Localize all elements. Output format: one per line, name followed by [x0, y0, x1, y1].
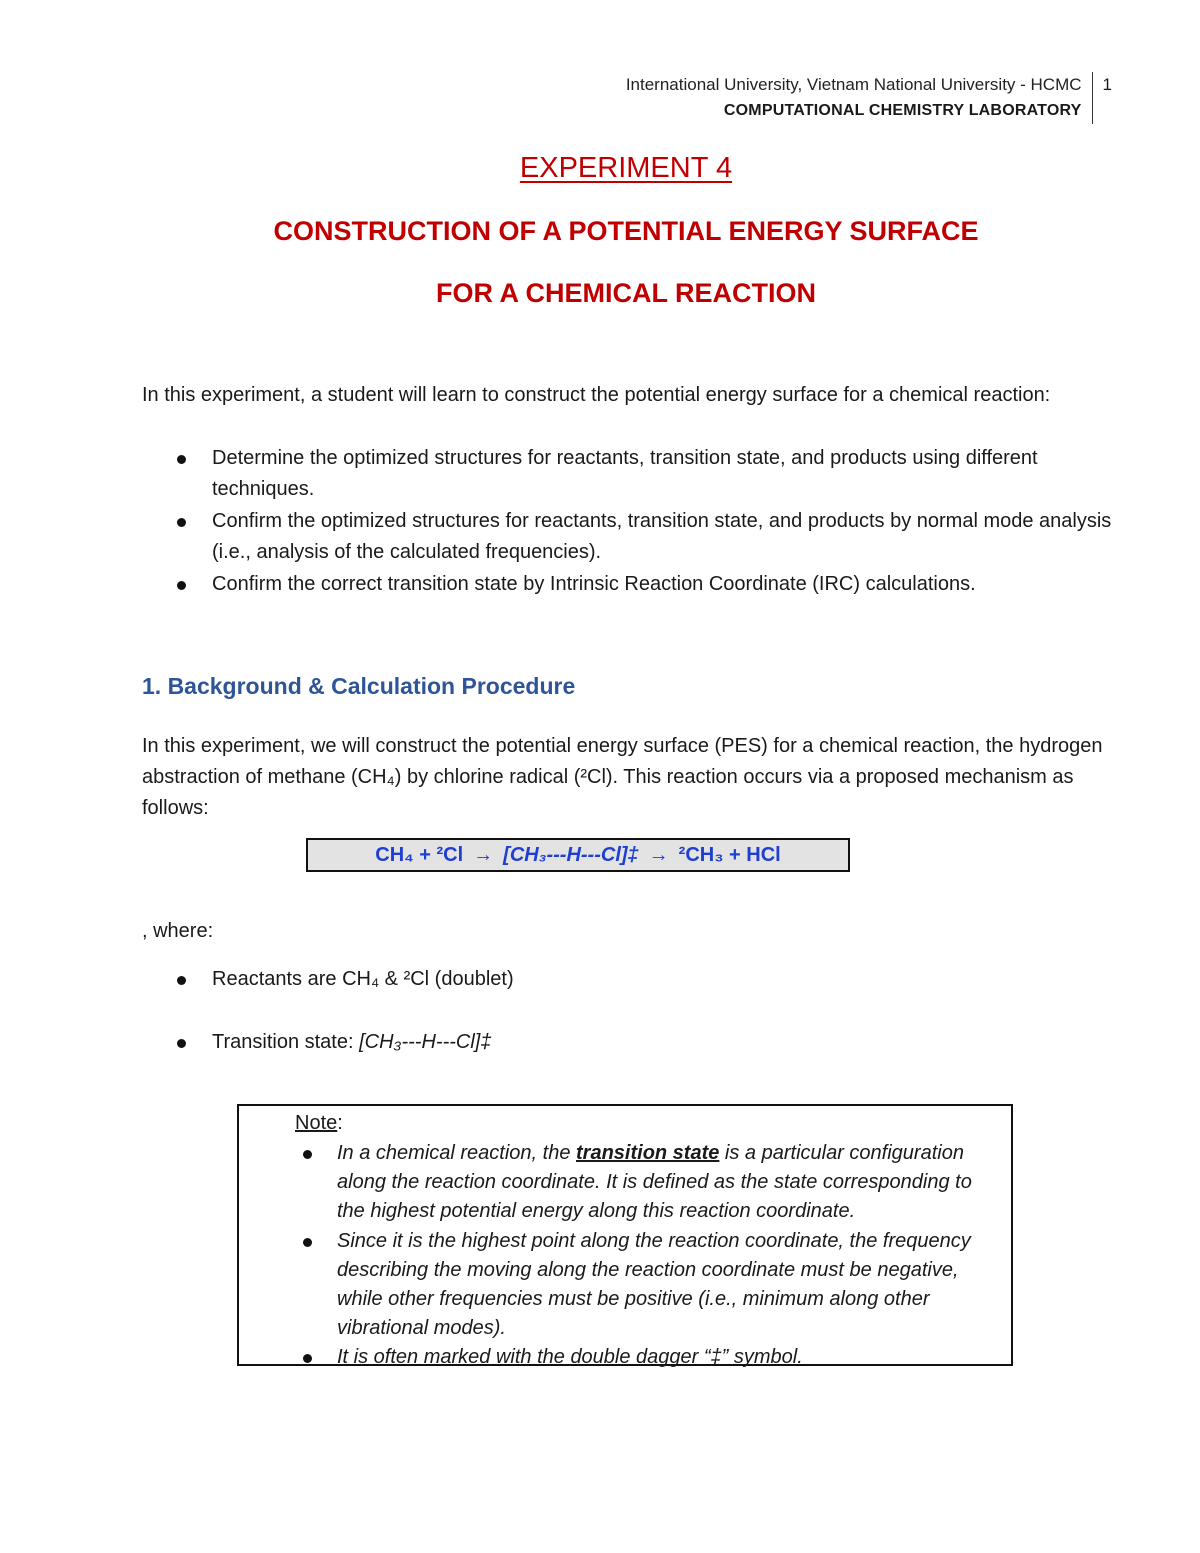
note-item1-before: In a chemical reaction, the: [337, 1142, 577, 1164]
institution-name: International University, Vietnam National University - HCMC: [625, 75, 1082, 94]
lab-name: COMPUTATIONAL CHEMISTRY LABORATORY: [723, 102, 1082, 119]
background-paragraph: In this experiment, we will construct the potential energy surface (PES) for a chemical reaction, the hydrogen abstraction of methane (CH₄) by chlorine radical (²Cl). This reaction occurs via a proposed mechanism as follows:: [142, 735, 1103, 819]
note-label: Note: [295, 1112, 338, 1134]
note-item1-after: is a particular configuration along the reaction coordinate. It is defined as the state corresponding to the highest potential energy along this reaction coordinate.: [337, 1142, 972, 1223]
experiment-label: EXPERIMENT 4: [519, 152, 733, 184]
where-text: , where:: [142, 920, 214, 942]
intro-paragraph: In this experiment, a student will learn to construct the potential energy surface for a chemical reaction:: [142, 384, 1051, 406]
objective-item: Confirm the optimized structures for reactants, transition state, and products by normal mode analysis (i.e., analysis of the calculated frequencies).: [142, 506, 1117, 568]
reactants-item: Reactants are CH₄ & ²Cl (doublet): [142, 964, 1117, 995]
reactants-list: [142, 964, 1117, 995]
header-text: [626, 72, 1093, 124]
arrow-icon: →: [648, 843, 669, 866]
products: ²CH₃ + HCl: [678, 843, 781, 866]
note-colon: :: [337, 1112, 343, 1134]
note-item: [295, 1139, 995, 1227]
reactants: CH₄ + ²Cl: [375, 843, 464, 866]
title-line-2: FOR A CHEMICAL REACTION: [436, 278, 816, 308]
transition-state-list: [142, 1027, 1117, 1058]
ts-label: Transition state:: [212, 1031, 360, 1053]
reaction-equation: [306, 838, 850, 872]
page-header: [626, 72, 1112, 124]
ts-formula: [CH₃---H---Cl]‡: [359, 1031, 492, 1053]
note-heading: [295, 1112, 343, 1135]
note-list: [295, 1139, 995, 1373]
objective-item: Determine the optimized structures for reactants, transition state, and products using different techniques.: [142, 443, 1117, 505]
section-heading: 1. Background & Calculation Procedure: [142, 673, 576, 699]
note-item: Since it is the highest point along the reaction coordinate, the frequency describing the moving along the reaction coordinate must be negative, while other frequencies must be positive (i.e., minimum along other vibrational modes).: [295, 1227, 995, 1344]
objective-item: Confirm the correct transition state by Intrinsic Reaction Coordinate (IRC) calculations.: [142, 569, 1117, 600]
arrow-icon: →: [473, 843, 494, 866]
page-number: 1: [1102, 75, 1112, 94]
title-line-1: CONSTRUCTION OF A POTENTIAL ENERGY SURFACE: [273, 216, 979, 246]
note-box: [237, 1104, 1013, 1369]
transition-state-item: [142, 1027, 1117, 1058]
note-item1-bold: transition state: [576, 1142, 720, 1164]
note-item: It is often marked with the double dagger “‡” symbol.: [295, 1343, 995, 1372]
objectives-list: [142, 443, 1117, 601]
transition-state-formula: [CH₃---H---Cl]‡: [503, 843, 639, 866]
